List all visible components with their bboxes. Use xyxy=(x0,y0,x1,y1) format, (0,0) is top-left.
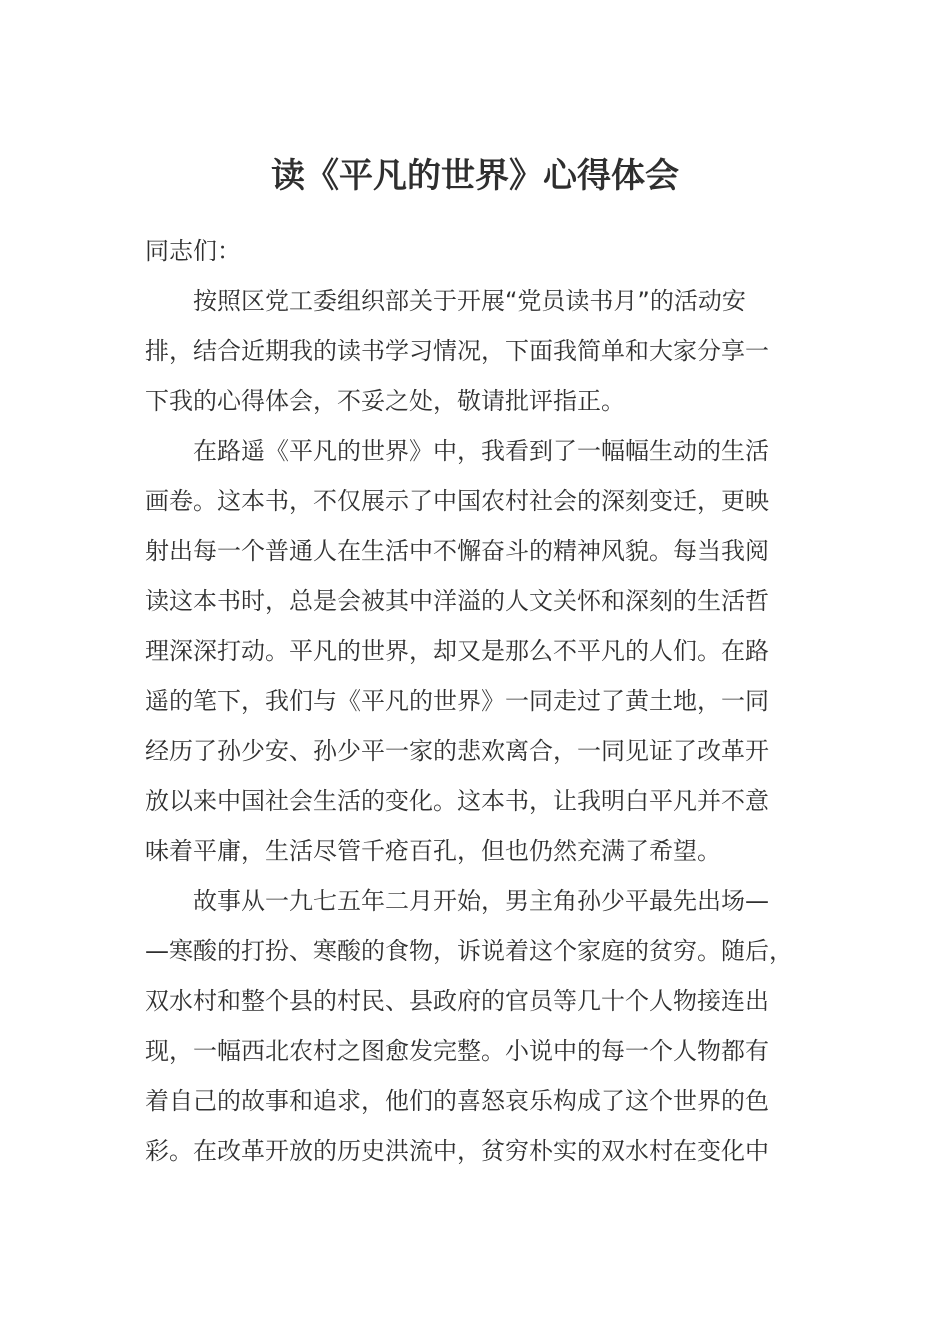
body-line: 放以来中国社会生活的变化。这本书，让我明白平凡并不意 xyxy=(145,787,769,815)
body-line: 按照区党工委组织部关于开展“党员读书月”的活动安 xyxy=(145,287,746,315)
document-body xyxy=(145,226,795,1176)
body-line: 现，一幅西北农村之图愈发完整。小说中的每一个人物都有 xyxy=(145,1037,769,1065)
body-line: 遥的笔下，我们与《平凡的世界》一同走过了黄土地，一同 xyxy=(145,687,769,715)
body-line: 理深深打动。平凡的世界，却又是那么不平凡的人们。在路 xyxy=(145,637,769,665)
body-line: 排，结合近期我的读书学习情况，下面我简单和大家分享一 xyxy=(145,337,769,365)
body-line: 着自己的故事和追求，他们的喜怒哀乐构成了这个世界的色 xyxy=(145,1087,769,1115)
body-line: 故事从一九七五年二月开始，男主角孙少平最先出场— xyxy=(145,887,769,915)
salutation-line: 同志们： xyxy=(145,237,241,265)
body-line: 双水村和整个县的村民、县政府的官员等几十个人物接连出 xyxy=(145,987,769,1015)
body-line: 读这本书时，总是会被其中洋溢的人文关怀和深刻的生活哲 xyxy=(145,587,769,615)
body-line: 射出每一个普通人在生活中不懈奋斗的精神风貌。每当我阅 xyxy=(145,537,769,565)
body-line: 在路遥《平凡的世界》中，我看到了一幅幅生动的生活 xyxy=(145,437,769,465)
document-title: 读《平凡的世界》心得体会 xyxy=(271,156,679,196)
body-line: 下我的心得体会，不妥之处，敬请批评指正。 xyxy=(145,387,625,415)
body-line: 味着平庸，生活尽管千疮百孔，但也仍然充满了希望。 xyxy=(145,837,721,865)
body-line: 彩。在改革开放的历史洪流中，贫穷朴实的双水村在变化中 xyxy=(145,1137,769,1165)
body-line: —寒酸的打扮、寒酸的食物，诉说着这个家庭的贫穷。随后， xyxy=(145,937,793,965)
body-line: 经历了孙少安、孙少平一家的悲欢离合，一同见证了改革开 xyxy=(145,737,769,765)
body-line: 画卷。这本书，不仅展示了中国农村社会的深刻变迁，更映 xyxy=(145,487,769,515)
